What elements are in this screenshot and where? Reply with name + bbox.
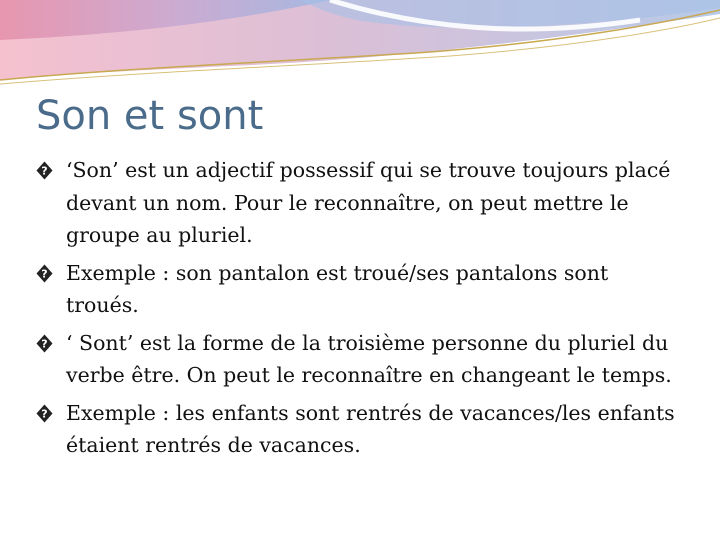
bullet-item: [36, 154, 686, 252]
slide-title: Son et sont: [36, 93, 264, 139]
svg-text:?: ?: [41, 407, 48, 420]
bullet-text: Exemple : les enfants sont rentrés de vacances/les enfants étaient rentrés de vacances.: [66, 400, 675, 457]
decorative-header-banner: [0, 0, 720, 95]
bullet-item: [36, 397, 686, 462]
bullet-list: [36, 154, 686, 467]
svg-text:?: ?: [41, 337, 48, 350]
bullet-item: [36, 327, 686, 392]
bullet-item: [36, 257, 686, 322]
replacement-character-icon: [36, 334, 53, 353]
bullet-text: ‘ Sont’ est la forme de la troisième personne du pluriel du verbe être. On peut le reconnaître en changeant le temps.: [66, 330, 672, 387]
replacement-character-icon: [36, 404, 53, 423]
bullet-text: Exemple : son pantalon est troué/ses pantalons sont troués.: [66, 260, 609, 317]
svg-text:?: ?: [41, 267, 48, 280]
replacement-character-icon: [36, 161, 53, 180]
svg-text:?: ?: [41, 164, 48, 178]
replacement-character-icon: [36, 264, 53, 283]
bullet-text: ‘Son’ est un adjectif possessif qui se trouve toujours placé devant un nom. Pour le reconnaître, on peut mettre le groupe au pluriel.: [66, 158, 671, 247]
